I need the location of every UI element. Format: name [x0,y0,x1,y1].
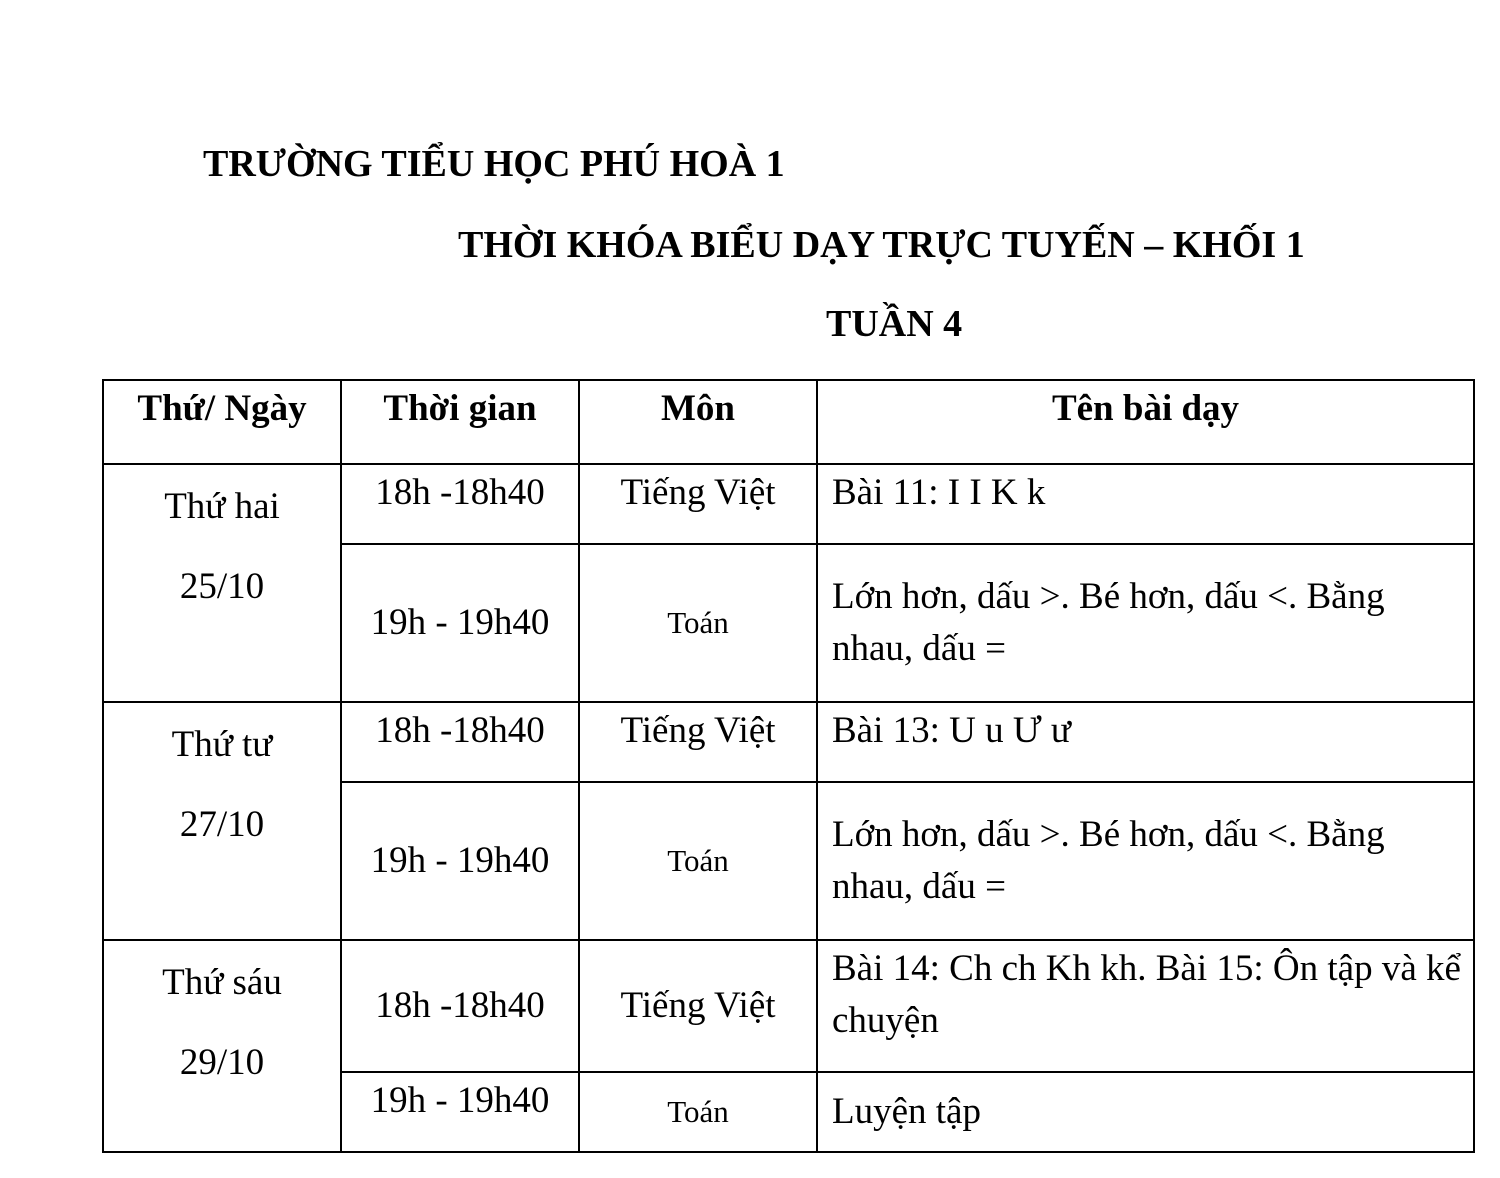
subject-cell: Toán [579,782,817,940]
day-name: Thứ sáu [162,962,282,1003]
subject-cell: Toán [579,1072,817,1152]
day-name: Thứ tư [171,724,273,765]
time-cell: 18h -18h40 [341,464,579,544]
day-date: 27/10 [179,804,265,845]
timetable [102,379,1475,1153]
time-cell: 19h - 19h40 [341,782,579,940]
column-header-day: Thứ/ Ngày [103,380,341,464]
lesson-cell: Lớn hơn, dấu >. Bé hơn, dấu <. Bằng nhau, dấu = [817,544,1474,702]
table-header-row [103,380,1474,464]
column-header-lesson: Tên bài dạy [817,380,1474,464]
document-title: THỜI KHÓA BIỂU DẠY TRỰC TUYẾN – KHỐI 1 [458,224,1305,266]
subject-cell: Toán [579,544,817,702]
day-cell [103,464,341,702]
table-row [103,940,1474,1072]
lesson-cell: Bài 13: U u Ư ư [817,702,1474,782]
lesson-cell: Bài 14: Ch ch Kh kh. Bài 15: Ôn tập và kể chuyện [817,940,1474,1072]
time-cell: 18h -18h40 [341,702,579,782]
subject-cell: Tiếng Việt [579,464,817,544]
table-row [103,702,1474,782]
day-date: 25/10 [179,566,265,607]
time-cell: 19h - 19h40 [341,544,579,702]
day-name: Thứ hai [164,486,280,527]
school-name: TRƯỜNG TIỂU HỌC PHÚ HOÀ 1 [203,143,785,185]
time-cell: 18h -18h40 [341,940,579,1072]
lesson-cell: Lớn hơn, dấu >. Bé hơn, dấu <. Bằng nhau, dấu = [817,782,1474,940]
week-label: TUẦN 4 [826,303,963,345]
lesson-cell: Bài 11: I I K k [817,464,1474,544]
subject-cell: Tiếng Việt [579,940,817,1072]
subject-cell: Tiếng Việt [579,702,817,782]
lesson-cell: Luyện tập [817,1072,1474,1152]
day-cell [103,940,341,1152]
column-header-time: Thời gian [341,380,579,464]
column-header-subject: Môn [579,380,817,464]
table-row [103,464,1474,544]
day-cell [103,702,341,940]
day-date: 29/10 [179,1042,265,1083]
time-cell: 19h - 19h40 [341,1072,579,1152]
